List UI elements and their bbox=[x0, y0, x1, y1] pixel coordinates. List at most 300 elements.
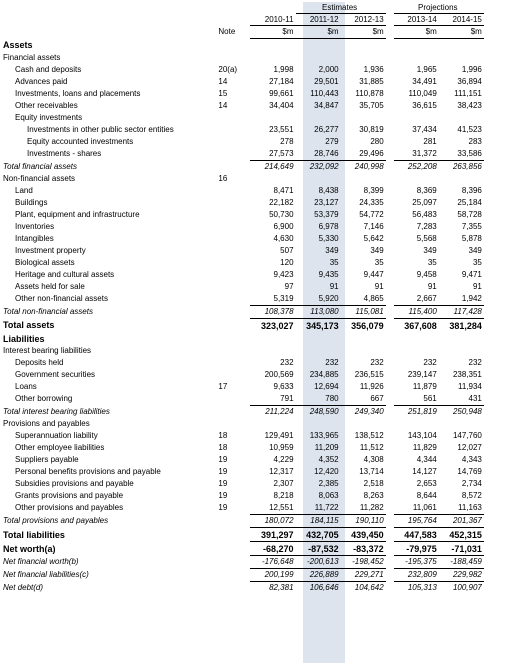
row-value: 381,284 bbox=[439, 319, 484, 333]
row-note bbox=[218, 185, 250, 197]
row-label: Financial assets bbox=[3, 53, 61, 62]
row-label: Other borrowing bbox=[15, 394, 73, 404]
row-note: 19 bbox=[218, 491, 228, 500]
row-value: 4,343 bbox=[461, 455, 482, 464]
row-value: 232,809 bbox=[394, 569, 439, 582]
unit-header: $m bbox=[439, 26, 484, 39]
table-row bbox=[0, 430, 513, 442]
row-value: 33,586 bbox=[457, 149, 482, 158]
row-value bbox=[394, 52, 439, 64]
row-value: 35 bbox=[329, 258, 339, 267]
table-row bbox=[0, 345, 513, 357]
row-label: Total assets bbox=[3, 320, 55, 331]
row-value: 2,385 bbox=[318, 479, 339, 488]
row-value: 8,396 bbox=[461, 186, 482, 195]
row-value: 1,936 bbox=[363, 65, 384, 74]
row-value: 7,283 bbox=[416, 222, 437, 231]
table-row bbox=[0, 185, 513, 197]
row-label: Superannuation liability bbox=[15, 431, 98, 440]
row-value: 452,315 bbox=[439, 528, 484, 542]
row-note bbox=[218, 112, 250, 124]
row-label: Investments - shares bbox=[27, 149, 102, 159]
row-label: Total financial assets bbox=[3, 161, 77, 171]
row-value: 211,224 bbox=[250, 406, 295, 419]
row-label: Equity investments bbox=[15, 113, 83, 122]
table-row bbox=[0, 52, 513, 64]
row-value: 115,081 bbox=[341, 306, 386, 319]
row-value: 190,110 bbox=[341, 515, 386, 528]
row-value: 11,722 bbox=[314, 503, 339, 512]
row-value bbox=[250, 52, 295, 64]
row-value: 97 bbox=[284, 282, 294, 291]
row-label: Land bbox=[15, 186, 33, 195]
row-label: Investments, loans and placements bbox=[15, 89, 141, 98]
row-value: 25,097 bbox=[412, 198, 437, 207]
row-note: 14 bbox=[218, 77, 228, 86]
row-value: 7,146 bbox=[363, 222, 384, 231]
row-value: 345,173 bbox=[296, 319, 341, 333]
row-value: 12,317 bbox=[269, 467, 294, 476]
row-value bbox=[341, 332, 386, 345]
row-note bbox=[218, 332, 250, 345]
row-value bbox=[394, 112, 439, 124]
row-value: 8,438 bbox=[318, 186, 339, 195]
row-value: -71,031 bbox=[439, 542, 484, 556]
row-note bbox=[218, 406, 250, 419]
row-note bbox=[218, 257, 250, 269]
row-label: Interest bearing liabilities bbox=[3, 346, 92, 355]
row-note: 14 bbox=[218, 101, 228, 110]
row-value bbox=[439, 332, 484, 345]
row-value: 9,435 bbox=[318, 270, 339, 279]
row-value: 56,483 bbox=[412, 210, 437, 219]
row-value: 251,819 bbox=[394, 406, 439, 419]
row-value bbox=[341, 52, 386, 64]
table-row bbox=[0, 393, 513, 406]
row-value bbox=[250, 418, 295, 430]
table-row bbox=[0, 269, 513, 281]
table-row bbox=[0, 490, 513, 502]
table-row bbox=[0, 124, 513, 136]
row-value: 129,491 bbox=[264, 431, 294, 440]
row-note: 19 bbox=[218, 467, 228, 476]
table-row bbox=[0, 293, 513, 306]
row-value: 238,351 bbox=[452, 370, 482, 379]
row-value: 53,379 bbox=[314, 210, 339, 219]
year-header: 2011-12 bbox=[296, 14, 341, 26]
row-value bbox=[439, 112, 484, 124]
row-value bbox=[250, 39, 295, 53]
row-label: Suppliers payable bbox=[15, 455, 79, 464]
row-value: 226,889 bbox=[296, 569, 341, 582]
row-label: Buildings bbox=[15, 198, 48, 207]
row-value: 249,340 bbox=[341, 406, 386, 419]
row-value: 5,878 bbox=[461, 234, 482, 243]
row-note bbox=[218, 269, 250, 281]
row-value: 24,335 bbox=[359, 198, 384, 207]
row-value: 232,092 bbox=[296, 161, 341, 174]
row-note bbox=[218, 582, 250, 595]
table-row bbox=[0, 281, 513, 293]
row-value bbox=[250, 112, 295, 124]
table-row bbox=[0, 582, 513, 595]
table-row bbox=[0, 148, 513, 161]
row-value: 35,705 bbox=[359, 101, 384, 110]
row-value: -87,532 bbox=[296, 542, 341, 556]
row-value: 667 bbox=[370, 394, 384, 403]
row-value: 9,633 bbox=[273, 382, 294, 391]
row-value: 14,127 bbox=[412, 467, 437, 476]
row-value: 11,282 bbox=[359, 503, 384, 512]
row-value: 200,569 bbox=[264, 370, 294, 379]
row-value: 91 bbox=[427, 282, 437, 291]
row-label: Cash and deposits bbox=[15, 65, 82, 74]
row-value: -79,975 bbox=[394, 542, 439, 556]
row-value: 25,184 bbox=[457, 198, 482, 207]
row-value: 54,772 bbox=[359, 210, 384, 219]
table-row bbox=[0, 556, 513, 569]
row-value: 58,728 bbox=[457, 210, 482, 219]
table-row bbox=[0, 357, 513, 369]
row-value: 9,471 bbox=[461, 270, 482, 279]
row-value: 432,705 bbox=[296, 528, 341, 542]
row-value: 431 bbox=[468, 394, 482, 403]
row-label: Other employee liabilities bbox=[15, 443, 105, 452]
row-label: Liabilities bbox=[3, 333, 45, 344]
row-value: 2,653 bbox=[416, 479, 437, 488]
row-value: 29,496 bbox=[359, 149, 384, 158]
row-value: 248,590 bbox=[296, 406, 341, 419]
row-value: 8,369 bbox=[416, 186, 437, 195]
row-note bbox=[218, 357, 250, 369]
estimates-label: Estimates bbox=[296, 2, 386, 14]
table-row bbox=[0, 209, 513, 221]
row-label: Government securities bbox=[15, 370, 96, 379]
unit-header: $m bbox=[394, 26, 439, 39]
row-value: 2,667 bbox=[416, 294, 437, 303]
row-value: 184,115 bbox=[296, 515, 341, 528]
row-value: 5,568 bbox=[416, 234, 437, 243]
row-value bbox=[439, 173, 484, 185]
row-note bbox=[218, 197, 250, 209]
row-value: 8,471 bbox=[273, 186, 294, 195]
year-header: 2014-15 bbox=[439, 14, 484, 26]
row-value: 6,900 bbox=[273, 222, 294, 231]
projections-label: Projections bbox=[394, 2, 484, 14]
row-label: Net financial worth(b) bbox=[3, 557, 79, 566]
table-row bbox=[0, 233, 513, 245]
table-row bbox=[0, 161, 513, 174]
row-value: 28,746 bbox=[314, 149, 339, 158]
row-value: 110,049 bbox=[408, 89, 437, 98]
row-note bbox=[218, 306, 250, 319]
row-note bbox=[218, 136, 250, 148]
row-value: 283 bbox=[468, 137, 482, 146]
row-value: 9,458 bbox=[416, 270, 437, 279]
row-value: 5,319 bbox=[273, 294, 294, 303]
unit-header-row bbox=[0, 26, 513, 39]
row-value: 349 bbox=[423, 246, 437, 255]
row-value bbox=[439, 39, 484, 53]
row-value: 4,308 bbox=[363, 455, 384, 464]
row-label: Total liabilities bbox=[3, 529, 65, 540]
row-value: 214,649 bbox=[250, 161, 295, 174]
row-value: 8,218 bbox=[273, 491, 294, 500]
year-header-row bbox=[0, 14, 513, 26]
row-value: 780 bbox=[325, 394, 339, 403]
section-heading-row bbox=[0, 39, 513, 53]
row-value: 108,378 bbox=[250, 306, 295, 319]
row-value: 4,229 bbox=[273, 455, 294, 464]
row-value: 12,694 bbox=[314, 382, 339, 391]
row-value: 791 bbox=[280, 394, 294, 403]
row-value: 8,063 bbox=[318, 491, 339, 500]
row-value bbox=[250, 173, 295, 185]
row-value: 367,608 bbox=[394, 319, 439, 333]
row-value bbox=[296, 332, 341, 345]
row-value: 281 bbox=[423, 137, 437, 146]
row-value: 5,330 bbox=[318, 234, 339, 243]
row-value bbox=[296, 39, 341, 53]
row-value: 110,878 bbox=[355, 89, 384, 98]
row-value: 23,551 bbox=[269, 125, 294, 134]
row-value: 27,184 bbox=[269, 77, 294, 86]
row-value: 12,551 bbox=[269, 503, 294, 512]
row-value: 4,344 bbox=[416, 455, 437, 464]
table-row bbox=[0, 418, 513, 430]
row-value: 239,147 bbox=[407, 370, 437, 379]
row-value: 13,714 bbox=[359, 467, 384, 476]
row-label: Plant, equipment and infrastructure bbox=[15, 210, 140, 219]
row-value: 133,965 bbox=[309, 431, 339, 440]
row-note bbox=[218, 245, 250, 257]
row-value: 280 bbox=[370, 137, 384, 146]
row-note: 16 bbox=[218, 174, 228, 183]
table-row bbox=[0, 381, 513, 393]
row-value: 5,642 bbox=[363, 234, 384, 243]
row-value: 99,661 bbox=[269, 89, 294, 98]
row-value: 91 bbox=[374, 282, 384, 291]
row-value: 4,630 bbox=[273, 234, 294, 243]
row-value bbox=[439, 345, 484, 357]
row-note bbox=[218, 221, 250, 233]
row-value: 7,355 bbox=[461, 222, 482, 231]
row-value: 12,027 bbox=[457, 443, 482, 452]
row-label: Equity accounted investments bbox=[27, 137, 134, 146]
table-row bbox=[0, 173, 513, 185]
row-label: Total interest bearing liabilities bbox=[3, 406, 110, 416]
row-value: 91 bbox=[329, 282, 339, 291]
row-value: 110,443 bbox=[310, 89, 339, 98]
row-label: Grants provisions and payable bbox=[15, 491, 124, 500]
row-note bbox=[218, 515, 250, 528]
row-value: 34,404 bbox=[269, 101, 294, 110]
row-value: 2,307 bbox=[273, 479, 294, 488]
row-label: Total non-financial assets bbox=[3, 307, 93, 316]
row-value: 10,959 bbox=[269, 443, 294, 452]
row-value: 6,978 bbox=[318, 222, 339, 231]
row-note: 19 bbox=[218, 503, 228, 513]
row-value: -195,375 bbox=[394, 556, 439, 569]
row-label: Investment property bbox=[15, 246, 86, 255]
row-value: 104,642 bbox=[341, 582, 386, 595]
row-value: 14,769 bbox=[457, 467, 482, 476]
table-row bbox=[0, 64, 513, 76]
table-row bbox=[0, 515, 513, 528]
table-row bbox=[0, 369, 513, 381]
row-value: 236,515 bbox=[354, 370, 384, 379]
row-label: Other non-financial assets bbox=[15, 294, 108, 304]
row-value bbox=[394, 418, 439, 430]
row-value: 439,450 bbox=[341, 528, 386, 542]
row-value bbox=[296, 418, 341, 430]
row-value: 5,920 bbox=[318, 294, 339, 303]
row-value: 12,420 bbox=[314, 467, 339, 476]
table-row bbox=[0, 406, 513, 419]
row-value: 1,942 bbox=[461, 294, 482, 303]
row-value: 50,730 bbox=[269, 210, 294, 219]
table-row bbox=[0, 528, 513, 542]
row-label: Loans bbox=[15, 382, 37, 391]
row-value: -83,372 bbox=[341, 542, 386, 556]
row-note bbox=[218, 319, 250, 333]
row-value: 507 bbox=[280, 246, 294, 255]
row-value bbox=[296, 173, 341, 185]
row-note bbox=[218, 124, 250, 136]
row-value: 106,646 bbox=[296, 582, 341, 595]
row-label: Intangibles bbox=[15, 234, 54, 243]
table-body bbox=[0, 39, 513, 595]
row-value: 195,764 bbox=[394, 515, 439, 528]
row-value: 26,277 bbox=[314, 125, 339, 134]
row-value bbox=[341, 418, 386, 430]
row-value: 4,352 bbox=[318, 455, 339, 464]
row-value: 37,434 bbox=[412, 125, 437, 134]
row-label: Investments in other public sector entities bbox=[27, 125, 174, 134]
table-row bbox=[0, 502, 513, 515]
row-value: 201,367 bbox=[439, 515, 484, 528]
row-value bbox=[341, 173, 386, 185]
table-row bbox=[0, 442, 513, 454]
table-row bbox=[0, 319, 513, 333]
row-note bbox=[218, 528, 250, 542]
row-label: Non-financial assets bbox=[3, 174, 76, 183]
row-value: 234,885 bbox=[309, 370, 339, 379]
row-value: 250,948 bbox=[439, 406, 484, 419]
row-value bbox=[341, 112, 386, 124]
table-row bbox=[0, 478, 513, 490]
row-value bbox=[250, 332, 295, 345]
row-value: 100,907 bbox=[439, 582, 484, 595]
row-value: 9,447 bbox=[363, 270, 384, 279]
table-row bbox=[0, 454, 513, 466]
row-note: 18 bbox=[218, 431, 228, 440]
row-note bbox=[218, 148, 250, 161]
table-row bbox=[0, 100, 513, 112]
table-row bbox=[0, 569, 513, 582]
row-value: 561 bbox=[423, 394, 437, 403]
table-row bbox=[0, 466, 513, 478]
row-label: Heritage and cultural assets bbox=[15, 270, 115, 279]
table-row bbox=[0, 88, 513, 100]
row-note bbox=[218, 161, 250, 174]
row-note bbox=[218, 233, 250, 245]
row-value: 349 bbox=[468, 246, 482, 255]
row-value: 11,163 bbox=[457, 503, 482, 512]
row-value: 34,847 bbox=[314, 101, 339, 110]
row-value bbox=[341, 345, 386, 357]
row-note bbox=[218, 556, 250, 569]
row-value: -200,613 bbox=[296, 556, 341, 569]
row-value: 38,423 bbox=[457, 101, 482, 110]
row-value: 349 bbox=[325, 246, 339, 255]
section-heading-row bbox=[0, 332, 513, 345]
row-note bbox=[218, 418, 250, 430]
row-value: 41,523 bbox=[457, 125, 482, 134]
row-note bbox=[218, 39, 250, 53]
row-value: 35 bbox=[472, 258, 482, 267]
row-value bbox=[341, 39, 386, 53]
row-value: 8,399 bbox=[363, 186, 384, 195]
row-note bbox=[218, 393, 250, 406]
row-value: 229,982 bbox=[439, 569, 484, 582]
balance-sheet-table bbox=[0, 2, 513, 594]
row-value: 232 bbox=[468, 358, 482, 367]
row-value: 113,080 bbox=[296, 306, 341, 319]
row-value: 278 bbox=[280, 137, 294, 146]
row-value: 232 bbox=[370, 358, 384, 367]
row-value: 1,965 bbox=[416, 65, 437, 74]
row-value: 1,998 bbox=[273, 65, 294, 74]
row-value: -68,270 bbox=[250, 542, 295, 556]
unit-header: $m bbox=[296, 26, 341, 39]
row-value: 232 bbox=[325, 358, 339, 367]
row-value: 11,829 bbox=[412, 443, 437, 452]
table-row bbox=[0, 197, 513, 209]
row-value: 232 bbox=[423, 358, 437, 367]
row-label: Provisions and payables bbox=[3, 419, 90, 428]
row-label: Net financial liabilities(c) bbox=[3, 570, 89, 579]
row-value: 323,027 bbox=[250, 319, 295, 333]
row-value: 115,400 bbox=[394, 306, 439, 319]
row-value: 11,934 bbox=[457, 382, 482, 391]
row-value: 252,208 bbox=[394, 161, 439, 174]
row-value: 29,501 bbox=[314, 77, 339, 86]
row-label: Other provisions and payables bbox=[15, 503, 124, 513]
row-value: 31,885 bbox=[359, 77, 384, 86]
row-value bbox=[296, 345, 341, 357]
row-note: 19 bbox=[218, 455, 228, 464]
row-value: 356,079 bbox=[341, 319, 386, 333]
row-note bbox=[218, 209, 250, 221]
row-note bbox=[218, 345, 250, 357]
row-label: Biological assets bbox=[15, 258, 75, 267]
row-value bbox=[439, 52, 484, 64]
row-value bbox=[439, 418, 484, 430]
row-value: 22,182 bbox=[269, 198, 294, 207]
row-note: 18 bbox=[218, 443, 228, 452]
row-note bbox=[218, 293, 250, 306]
row-value: 2,734 bbox=[461, 479, 482, 488]
row-value bbox=[296, 52, 341, 64]
table-row bbox=[0, 245, 513, 257]
row-note: 19 bbox=[218, 479, 228, 488]
row-value bbox=[394, 345, 439, 357]
row-value: 11,926 bbox=[359, 382, 384, 391]
row-note bbox=[218, 542, 250, 556]
row-value bbox=[250, 345, 295, 357]
row-value: -198,452 bbox=[341, 556, 386, 569]
